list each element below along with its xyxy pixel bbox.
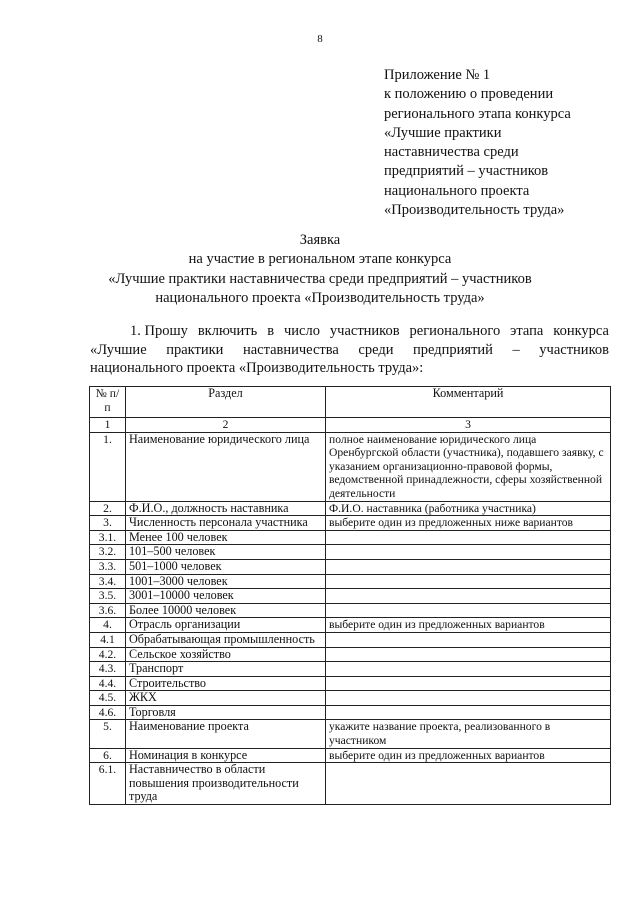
request-word: 1. Прошу: [130, 323, 188, 339]
request-line: [90, 341, 609, 360]
table-row: [90, 647, 611, 662]
page-number: 8: [317, 33, 323, 45]
row-section: 501–1000 человек: [126, 559, 326, 574]
table-row: [90, 589, 611, 604]
table-header-row: [90, 387, 611, 418]
row-section: 1001–3000 человек: [126, 574, 326, 589]
table-row: [90, 691, 611, 706]
row-section: Строительство: [126, 676, 326, 691]
request-word: наставничества: [242, 341, 339, 358]
index-cell: 1: [90, 418, 126, 433]
header-comment: Комментарий: [326, 387, 611, 418]
index-cell: 3: [326, 418, 611, 433]
appendix-block: [384, 66, 624, 220]
table-row: [90, 516, 611, 531]
row-section: Сельское хозяйство: [126, 647, 326, 662]
row-num: 3.2.: [90, 545, 126, 560]
document-title: [0, 231, 640, 308]
table-row: [90, 705, 611, 720]
request-word: –: [512, 341, 520, 358]
appendix-line: «Лучшие практики: [384, 124, 502, 141]
appendix-line: предприятий – участников: [384, 163, 549, 180]
table-index-row: [90, 418, 611, 433]
row-section: Наименование проекта: [126, 720, 326, 748]
row-comment: [326, 691, 611, 706]
appendix-line: Приложение № 1: [384, 67, 491, 83]
application-table: [89, 386, 611, 805]
row-num: 6.: [90, 748, 126, 763]
row-num: 3.3.: [90, 559, 126, 574]
table-row: [90, 574, 611, 589]
row-num: 3.: [90, 516, 126, 531]
row-num: 4.5.: [90, 691, 126, 706]
table-row: [90, 545, 611, 560]
table-row: [90, 662, 611, 677]
row-section: Более 10000 человек: [126, 603, 326, 618]
row-comment: [326, 647, 611, 662]
row-section: Обрабатывающая промышленность: [126, 632, 326, 647]
request-word: конкурса: [553, 323, 609, 339]
title-line: Заявка: [299, 232, 341, 248]
row-comment: [326, 632, 611, 647]
row-num: 4.4.: [90, 676, 126, 691]
row-comment: [326, 545, 611, 560]
row-section: Отрасль организации: [126, 618, 326, 633]
request-word: регионального: [409, 323, 501, 339]
request-word: участников: [539, 341, 609, 358]
row-comment: [326, 530, 611, 545]
table-row: [90, 501, 611, 516]
request-line: национального проекта «Производительность труда»:: [90, 360, 424, 376]
title-line: национального проекта «Производительность труда»: [155, 289, 485, 306]
table-row: [90, 676, 611, 691]
title-line: на участие в региональном этапе конкурса: [188, 251, 452, 268]
appendix-line: к положению о проведении: [384, 86, 554, 103]
row-section: Ф.И.О., должность наставника: [126, 501, 326, 516]
row-num: 3.4.: [90, 574, 126, 589]
table-row: [90, 632, 611, 647]
table-row: [90, 432, 611, 501]
row-section: Наименование юридического лица: [126, 432, 326, 501]
row-comment: [326, 676, 611, 691]
appendix-line: «Производительность труда»: [384, 202, 565, 219]
row-comment: [326, 763, 611, 805]
row-num: 3.5.: [90, 589, 126, 604]
row-comment: [326, 603, 611, 618]
row-section: 3001–10000 человек: [126, 589, 326, 604]
table-row: [90, 530, 611, 545]
table-row: [90, 603, 611, 618]
row-comment: полное наименование юридического лица Оренбургской области (участника), подавшего заявку, с указанием организационно-правовой формы, ведомственной принадлежности, сферы хозяйственной деятельности: [326, 432, 611, 501]
row-section: Номинация в конкурсе: [126, 748, 326, 763]
row-num: 4.3.: [90, 662, 126, 677]
row-comment: [326, 662, 611, 677]
row-comment: [326, 574, 611, 589]
header-num: № п/п: [90, 387, 126, 418]
appendix-line: наставничества среди: [384, 144, 519, 161]
row-num: 4.1: [90, 632, 126, 647]
request-word: число: [283, 323, 320, 339]
row-num: 3.1.: [90, 530, 126, 545]
row-comment: выберите один из предложенных вариантов: [326, 618, 611, 633]
request-word: практики: [166, 341, 224, 358]
row-num: 4.2.: [90, 647, 126, 662]
row-num: 3.6.: [90, 603, 126, 618]
title-line: «Лучшие практики наставничества среди предприятий – участников: [108, 270, 532, 287]
request-word: «Лучшие: [90, 341, 147, 358]
row-comment: [326, 589, 611, 604]
index-cell: 2: [126, 418, 326, 433]
request-word: участников: [329, 323, 400, 339]
appendix-line: национального проекта: [384, 182, 530, 199]
row-section: Торговля: [126, 705, 326, 720]
row-num: 4.: [90, 618, 126, 633]
request-word: в: [267, 323, 275, 339]
row-num: 5.: [90, 720, 126, 748]
row-num: 2.: [90, 501, 126, 516]
row-comment: укажите название проекта, реализованного в участником: [326, 720, 611, 748]
request-paragraph: [90, 322, 609, 378]
table-row: [90, 618, 611, 633]
table-row: [90, 720, 611, 748]
row-section: 101–500 человек: [126, 545, 326, 560]
row-comment: Ф.И.О. наставника (работника участника): [326, 501, 611, 516]
row-num: 4.6.: [90, 705, 126, 720]
row-section: Менее 100 человек: [126, 530, 326, 545]
row-comment: [326, 559, 611, 574]
row-section: ЖКХ: [126, 691, 326, 706]
header-section: Раздел: [126, 387, 326, 418]
appendix-line: регионального этапа конкурса: [384, 105, 571, 122]
table-row: [90, 748, 611, 763]
request-word: среди: [358, 341, 394, 358]
row-section: Численность персонала участника: [126, 516, 326, 531]
row-section: Наставничество в области повышения производительности труда: [126, 763, 326, 805]
table-row: [90, 559, 611, 574]
row-comment: выберите один из предложенных ниже вариантов: [326, 516, 611, 531]
request-word: этапа: [510, 323, 544, 339]
request-word: предприятий: [413, 341, 493, 358]
row-comment: выберите один из предложенных вариантов: [326, 748, 611, 763]
row-num: 1.: [90, 432, 126, 501]
request-word: включить: [197, 323, 258, 339]
row-num: 6.1.: [90, 763, 126, 805]
table-row: [90, 763, 611, 805]
request-line: [90, 322, 609, 341]
row-section: Транспорт: [126, 662, 326, 677]
row-comment: [326, 705, 611, 720]
